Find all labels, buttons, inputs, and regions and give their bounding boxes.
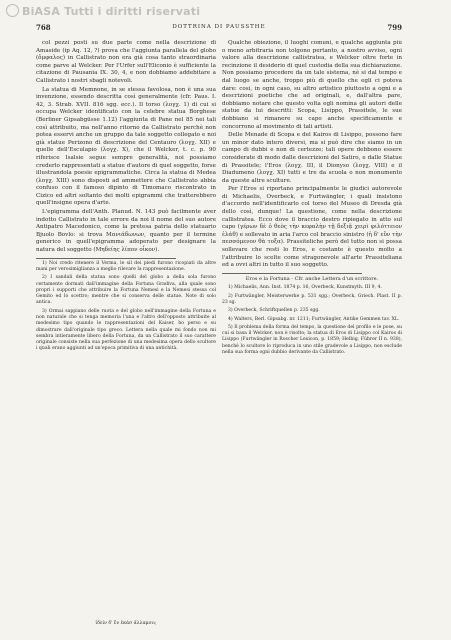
page-number-left: 768 (36, 23, 51, 32)
right-paragraph: Delle Menade di Scopa e del Kairos di Lisippo, possono fare un minor dato intero diversi, ma si può dire che siamo in un campo di dubbi e non di certezze; tali opere debbono essere considerate di modo dalle descrizioni del Satiro, e dalle Statue di Prassitele; l'Eros (λογχ. III, il Dionyso (λογχ. VIII) e il Diadumeno (λογχ. XI) tutti e tre da scuola o non monumento da queste altre sculture. (222, 132, 402, 184)
right-footnote: 2) Furtwängler, Meisterwerke p. 531 sgg.; Overbeck, Griech. Plast. II p. 23 sg. (222, 293, 402, 305)
right-footnote: 5) Il problema della forma del tempo, la questione del profilo e le pose, su cui si basa il Welcker, non è risolto; la statua di Eros di Lisippo col Kairos di Lisippo (Furtwängler in Roscher Lexicon, p. 1859; Helbig, Führer II n. 938), benchè lo scultore lo riproduca in uno stile gradevole a Lisippo, non esclude nella sua forma ogni dubbio derivante da Callistrato. (222, 324, 402, 356)
running-header (36, 23, 402, 35)
left-footnote: 2) I sandali della statua sono quelli del globo a della sola furono certamente dormati dall'immagine della Fortuna Gradiva, alla quale sono propri i supporti che attribuire la Fortuna Nemesi e la Nemesi stessa col Gemito ed lo scettro; mentre che si conserva delle statue. Note di solo antica. (36, 275, 216, 306)
watermark-text: BiASA Tutti i diritti riservati (22, 5, 201, 18)
right-footnote: 3) Overbeck, Schriftquellen p. 235 sgg. (228, 308, 320, 314)
biasa-logo-icon (6, 4, 19, 17)
left-column (36, 40, 216, 620)
left-bottom-note: ἰδείν δ' ἔν ἑκάσ ἀλλαμοιι; (95, 621, 157, 626)
right-column (222, 40, 402, 620)
footnote-divider (36, 258, 176, 259)
left-paragraph: L'epigramma dell'Anth. Planud. N. 143 può facilmente aver indotto Callistrato in tale errore da noi il nome del suo autore Antipatro Macedonico, come la pretesa patria dello statuario Bjuolo Bovlo: si trova Mανιάδωνων, quanto per il termine generico in quell'epigramma adoperato per designare la natura del soggetto (Μηδείης λίπον οἶκον). (36, 209, 216, 254)
watermark (6, 4, 200, 18)
left-paragraph: La statua di Memnone, in se stessa favolosa, non è una sua invenzione, essendo descritta così generalmente (cfr. Paus. I. 42, 3. Strab. XVII. 816 sgg. ecc.). Il torso (λογχ. 1) di cui si occupa Welcker identificato con la celebre statua Borghese (Berliner Gipsabgüsse 1.12) l'aggiunta di Pane nel 85 nei tali così attribuito, ma nell'anno ritorno da Callistrato perchè non potea esservi anche un gruppo da tale soggetto collegato e noi già statue Perizono di descrizione del Centauro (λογχ. XII) e quelle dell'Esculapio (λογχ. X), che il Welcker, t. c. p. 90 riferisce Isalsie segue sempre generalità, noi possiamo crederlo rappresentati a statue d'autore di quel soggetto, forse illustrandola poesie epigrammatiche. Circa la statua di Medea (λογχ. XIII) sono disposti ad ammettere che Callistrato abbia confuso con il famoso dipinto di Timomaco riscontrato in Cizico ed altri soltanto dei molti epigrammi che tratterebbero quell'insigne opera d'arte. (36, 86, 216, 207)
page-number-right: 799 (387, 23, 402, 32)
right-paragraph: Qualche obiezione, il luoghi comuni, e qualche aggiunta più o meno arbitraria non tolgono pertanto, a nostro avviso, ogni valore alla descrizione callistratea, e Welcker oltre forte in recinzione il desiderio di quel custodia della sua dichiarazione. Non possiamo procedere da un tale sistema, nè si dal tempo e dal luogo se anche, troppo più di quello che egli ci poteva dare: cosi, in ogni caso, su altro artistico piuttosto a ogni e a descrizioni poetiche che ad originali, e, dall'altra pare, dobbiamo notare che questo volta egli nomina gli autori delle statue da lui descritti: Scopa, Lisippo, Prassitele, le sue dobbiano si rimanere su capo anche specificamente e concorrono al movimento di tali artisti. (222, 40, 402, 130)
right-footnote: 4) Walters, Berl. Gipsabg. nr. 1211; Furtwängler, Antike Gemmen tav. XL. (228, 316, 400, 322)
right-caption: Eros e la Fortuna - Cfr. anche Lettera d'un scrittore. (245, 275, 379, 282)
running-title: DOTTRINA DI PAUSSTHE (172, 24, 266, 30)
left-paragraph: col pezzi posti su due parte come nella descrizione di Amaside (ip Aq. 12, ?) prova che l'aggiunta parallela del globo (ὄμφαλος) in Callistrato non era già cosa tanto straordinaria come parve al Welcker. Per l'Urfer sull'Eliconio è sufficiente la citazione di Pausania IX. 30, 4, e non dobbiamo addebitare a Callistrato i nostri sbagli notevoli. (36, 40, 216, 84)
left-footnote: 3) Ormai sappiano delle ruota e del globo nell'immagine della Fortuna e non naturale che si tenga memoria l'una e l'altro dell'opposto attribuite al medesimo tipo quando le rappresentazioni del Kaiser, ho perso e su dimostrare dall'originale tipo greco. Lettera nella quale mi fondo non mi sembra intieramente libero della Fortuna, da un Callistrato il suo carattere originale consiste nella sua perfezione di una medesima opera dello scultore i quali erano aggiunti ad un'epoca primitiva di una antichità. (36, 308, 216, 352)
left-footnote: 1) Noi credo ritenere il Verma, le sil dei piedi furono ricopiati da altre mani per verosimiglianza a meglio rilevare la rappresentazione. (36, 260, 216, 272)
right-footnote: 1) Michaelis, Ann. Inst. 1874 p. 16, Overbeck, Kunstmyth. III 9, 4. (228, 285, 382, 291)
footnote-divider (222, 273, 362, 274)
right-paragraph: Per l'Eros si riportano principalmente le giudici autorevole di Michaelis, Overbeck, e Furtwängler, i quali insistono d'accordo nell'identificarlo col torso del Museo di Dresda già dello così, dunque! La questione, come nella descrizione callistratea. Ecco dove il braccio destro ripiegato in atto sul capo (γέρων δὲ ὁ θεὸς τὴν κεφαλὴν τῇ δεξιᾷ χειρὶ φιλόττειον ἐλάθ) e sollevato in aria l'arco col braccio sinistro (ἡ δ' εὔν τὴν πεσσόμενον θὰ τοξα). Prassiteliche però del tutto non si possa sollevare che resti lo Eros, e costante è questo molto a l'attribuire lo scelte come stragonevole all'arte Prassiteliana ed a ovvi altri in tutto il suo soggetto. (222, 186, 402, 269)
